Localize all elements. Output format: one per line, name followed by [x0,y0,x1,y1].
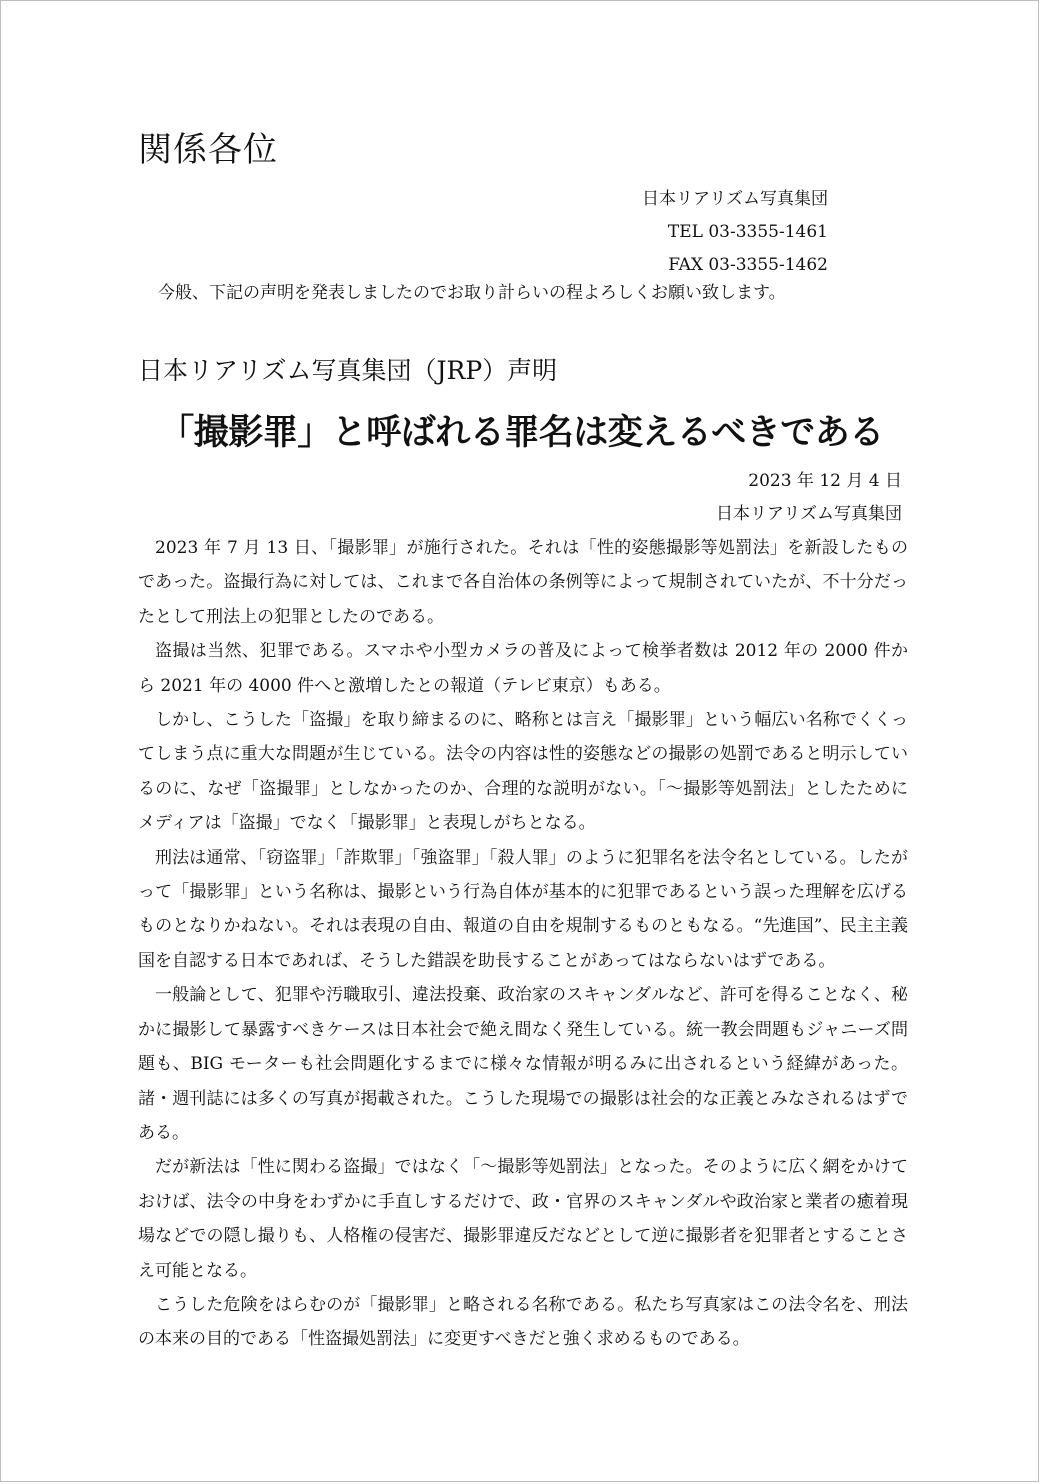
intro-text: 今般、下記の声明を発表しましたのでお取り計らいの程よろしくお願い致します。 [158,283,786,303]
body-paragraph: こうした危険をはらむのが「撮影罪」と略される名称である。私たち写真家はこの法令名を、刑法の本来の目的である「性盗撮処罰法」に変更すべきだと強く求めるものである。 [138,1294,908,1350]
statement-dateline [716,465,902,531]
statement-issuer: 日本リアリズム写真集団 [716,504,902,524]
body-paragraph: 一般論として、犯罪や汚職取引、違法投棄、政治家のスキャンダルなど、許可を得ることなく、秘かに撮影して暴露すべきケースは日本社会で絶え間なく発生している。統一教会問題もジャニーズ問題も、BIG モーターも社会問題化するまでに様々な情報が明るみに出されるという経緯があった。諸・週刊誌には多くの写真が掲載された。こうした現場での撮影は社会的な正義とみなされるはずである。 [138,985,908,1143]
sender-block [642,183,828,282]
statement-date: 2023 年 12 月 4 日 [748,471,902,491]
body-paragraph: 2023 年 7 月 13 日、「撮影罪」が施行された。それは「性的姿態撮影等処罰法」を新設したものであった。盗撮行為に対しては、これまで各自治体の条例等によって規制されていたが、不十分だったとして刑法上の犯罪としたのである。 [138,538,908,627]
statement-org-heading: 日本リアリズム写真集団（JRP）声明 [138,356,558,385]
sender-telephone: TEL 03-3355-1461 [667,222,828,242]
statement-body [138,531,908,1357]
body-paragraph: 刑法は通常、「窃盗罪」「詐欺罪」「強盗罪」「殺人罪」のように犯罪名を法令名としている。したがって「撮影罪」という名称は、撮影という行為自体が基本的に犯罪であるという誤った理解を広げるものとなりかねない。それは表現の自由、報道の自由を規制するものともなる。“先進国”、民主主義国を自認する日本であれば、そうした錯誤を助長することがあってはならないはずである。 [138,847,908,971]
sender-fax: FAX 03-3355-1462 [668,255,828,275]
statement-title: 「撮影罪」と呼ばれる罪名は変えるべきである [159,413,884,453]
body-paragraph: だが新法は「性に関わる盗撮」ではなく「～撮影等処罰法」となった。そのように広く網をかけておけば、法令の中身をわずかに手直しするだけで、政・官界のスキャンダルや政治家と業者の癒着現場などでの隠し撮りも、人格権の侵害だ、撮影罪違反だなどとして逆に撮影者を犯罪者とすることさえ可能となる。 [138,1157,908,1281]
sender-organization: 日本リアリズム写真集団 [642,189,828,209]
salutation-heading: 関係各位 [138,130,278,170]
body-paragraph: 盗撮は当然、犯罪である。スマホや小型カメラの普及によって検挙者数は 2012 年の 2000 件から 2021 年の 4000 件へと激増したとの報道（テレビ東京）もある。 [138,641,908,696]
body-paragraph: しかし、こうした「盗撮」を取り締まるのに、略称とは言え「撮影罪」という幅広い名称でくくってしまう点に重大な問題が生じている。法令の内容は性的姿態などの撮影の処罰であると明示しているのに、なぜ「盗撮罪」としなかったのか、合理的な説明がない。「～撮影等処罰法」としたためにメディアは「盗撮」でなく「撮影罪」と表現しがちとなる。 [138,710,908,834]
